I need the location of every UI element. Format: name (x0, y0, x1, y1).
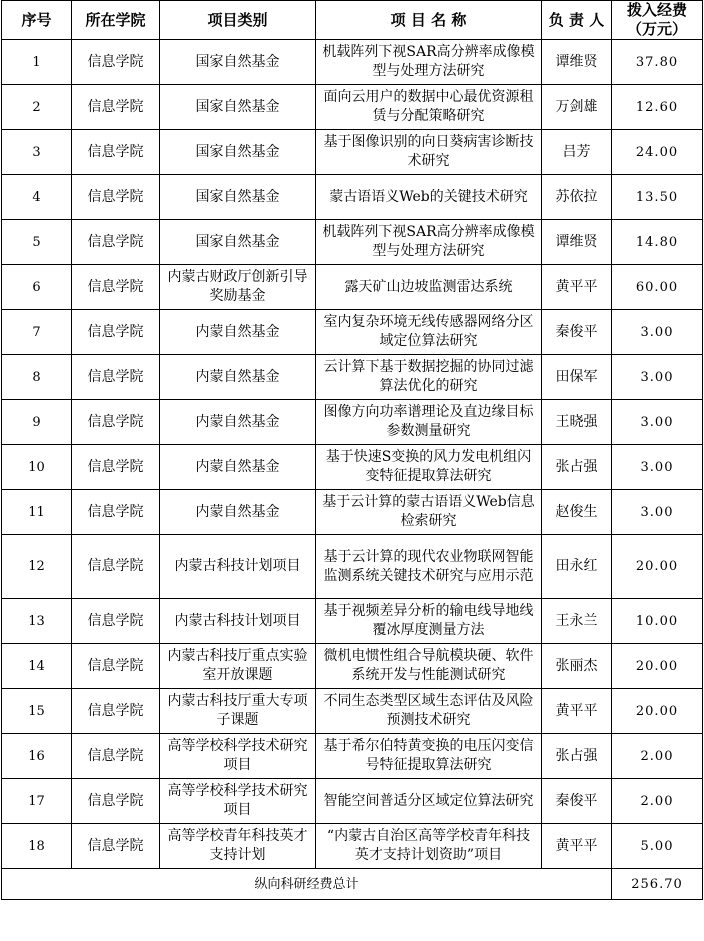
cell-pi: 苏依拉 (542, 175, 612, 220)
cell-funds: 3.00 (612, 355, 703, 400)
cell-funds: 20.00 (612, 689, 703, 734)
cell-project: 基于视频差异分析的输电线导地线覆冰厚度测量方法 (316, 599, 542, 644)
cell-college: 信息学院 (72, 599, 160, 644)
cell-college: 信息学院 (72, 644, 160, 689)
cell-pi: 谭维贤 (542, 40, 612, 85)
cell-funds: 14.80 (612, 220, 703, 265)
table-row (2, 644, 703, 689)
cell-college: 信息学院 (72, 175, 160, 220)
total-row (2, 869, 703, 900)
cell-category: 高等学校科学技术研究项目 (160, 779, 316, 824)
cell-category: 内蒙自然基金 (160, 445, 316, 490)
header-funds (612, 1, 703, 40)
cell-pi: 王晓强 (542, 400, 612, 445)
table-row (2, 355, 703, 400)
header-no: 序号 (2, 1, 72, 40)
cell-pi: 张丽杰 (542, 644, 612, 689)
header-funds-line1: 拨入经费 (626, 1, 687, 19)
cell-category: 内蒙古科技厅重大专项子课题 (160, 689, 316, 734)
cell-college: 信息学院 (72, 734, 160, 779)
cell-college: 信息学院 (72, 220, 160, 265)
table-row (2, 265, 703, 310)
cell-funds: 12.60 (612, 85, 703, 130)
cell-no: 14 (2, 644, 72, 689)
funding-table (1, 0, 703, 900)
cell-no: 3 (2, 130, 72, 175)
cell-no: 7 (2, 310, 72, 355)
cell-funds: 20.00 (612, 644, 703, 689)
cell-pi: 吕芳 (542, 130, 612, 175)
cell-project: 机载阵列下视SAR高分辨率成像模型与处理方法研究 (316, 40, 542, 85)
cell-college: 信息学院 (72, 535, 160, 599)
header-college: 所在学院 (72, 1, 160, 40)
table-row (2, 445, 703, 490)
cell-no: 1 (2, 40, 72, 85)
header-funds-line2: （万元） (626, 20, 687, 38)
cell-college: 信息学院 (72, 130, 160, 175)
cell-no: 4 (2, 175, 72, 220)
table-row (2, 490, 703, 535)
table-row (2, 689, 703, 734)
table-row (2, 310, 703, 355)
header-row (2, 1, 703, 40)
cell-category: 内蒙古科技厅重点实验室开放课题 (160, 644, 316, 689)
cell-project: 基于云计算的蒙古语语义Web信息检索研究 (316, 490, 542, 535)
cell-college: 信息学院 (72, 689, 160, 734)
cell-category: 国家自然基金 (160, 175, 316, 220)
cell-pi: 黄平平 (542, 689, 612, 734)
cell-funds: 3.00 (612, 490, 703, 535)
total-value: 256.70 (612, 869, 703, 900)
cell-category: 高等学校青年科技英才支持计划 (160, 824, 316, 869)
table-row (2, 779, 703, 824)
cell-project: 基于希尔伯特黄变换的电压闪变信号特征提取算法研究 (316, 734, 542, 779)
cell-category: 国家自然基金 (160, 130, 316, 175)
cell-funds: 10.00 (612, 599, 703, 644)
cell-funds: 3.00 (612, 310, 703, 355)
cell-project: 蒙古语语义Web的关键技术研究 (316, 175, 542, 220)
cell-project: “内蒙古自治区高等学校青年科技英才支持计划资助”项目 (316, 824, 542, 869)
cell-category: 内蒙古科技计划项目 (160, 599, 316, 644)
table-row (2, 599, 703, 644)
cell-no: 8 (2, 355, 72, 400)
cell-category: 内蒙古科技计划项目 (160, 535, 316, 599)
table-row (2, 220, 703, 265)
cell-college: 信息学院 (72, 445, 160, 490)
table-row (2, 824, 703, 869)
cell-project: 室内复杂环境无线传感器网络分区域定位算法研究 (316, 310, 542, 355)
cell-project: 面向云用户的数据中心最优资源租赁与分配策略研究 (316, 85, 542, 130)
cell-college: 信息学院 (72, 40, 160, 85)
cell-funds: 3.00 (612, 445, 703, 490)
table-row (2, 40, 703, 85)
cell-college: 信息学院 (72, 310, 160, 355)
cell-college: 信息学院 (72, 85, 160, 130)
cell-college: 信息学院 (72, 265, 160, 310)
cell-no: 11 (2, 490, 72, 535)
cell-no: 17 (2, 779, 72, 824)
cell-project: 智能空间普适分区域定位算法研究 (316, 779, 542, 824)
table-body (2, 40, 703, 869)
cell-pi: 张占强 (542, 445, 612, 490)
cell-project: 露天矿山边坡监测雷达系统 (316, 265, 542, 310)
cell-funds: 60.00 (612, 265, 703, 310)
total-label: 纵向科研经费总计 (2, 869, 612, 900)
cell-no: 6 (2, 265, 72, 310)
table-row (2, 85, 703, 130)
cell-project: 不同生态类型区域生态评估及风险预测技术研究 (316, 689, 542, 734)
cell-funds: 5.00 (612, 824, 703, 869)
cell-project: 微机电惯性组合导航模块硬、软件系统开发与性能测试研究 (316, 644, 542, 689)
cell-no: 10 (2, 445, 72, 490)
cell-pi: 秦俊平 (542, 779, 612, 824)
cell-pi: 赵俊生 (542, 490, 612, 535)
cell-category: 国家自然基金 (160, 220, 316, 265)
cell-no: 18 (2, 824, 72, 869)
cell-project: 图像方向功率谱理论及直边缘目标参数测量研究 (316, 400, 542, 445)
table-row (2, 130, 703, 175)
cell-category: 内蒙自然基金 (160, 310, 316, 355)
cell-project: 机载阵列下视SAR高分辨率成像模型与处理方法研究 (316, 220, 542, 265)
cell-project: 云计算下基于数据挖掘的协同过滤算法优化的研究 (316, 355, 542, 400)
header-pi: 负 责 人 (542, 1, 612, 40)
cell-college: 信息学院 (72, 490, 160, 535)
cell-category: 内蒙自然基金 (160, 355, 316, 400)
cell-pi: 田保军 (542, 355, 612, 400)
cell-no: 9 (2, 400, 72, 445)
cell-college: 信息学院 (72, 400, 160, 445)
cell-no: 13 (2, 599, 72, 644)
cell-pi: 田永红 (542, 535, 612, 599)
cell-funds: 20.00 (612, 535, 703, 599)
cell-category: 内蒙古财政厅创新引导奖励基金 (160, 265, 316, 310)
cell-pi: 秦俊平 (542, 310, 612, 355)
cell-no: 12 (2, 535, 72, 599)
cell-no: 15 (2, 689, 72, 734)
header-category: 项目类别 (160, 1, 316, 40)
table-row (2, 535, 703, 599)
cell-funds: 2.00 (612, 734, 703, 779)
cell-funds: 13.50 (612, 175, 703, 220)
cell-funds: 24.00 (612, 130, 703, 175)
table-row (2, 734, 703, 779)
cell-project: 基于快速S变换的风力发电机组闪变特征提取算法研究 (316, 445, 542, 490)
cell-category: 国家自然基金 (160, 85, 316, 130)
cell-pi: 黄平平 (542, 824, 612, 869)
cell-no: 16 (2, 734, 72, 779)
cell-category: 国家自然基金 (160, 40, 316, 85)
cell-pi: 王永兰 (542, 599, 612, 644)
cell-pi: 黄平平 (542, 265, 612, 310)
cell-college: 信息学院 (72, 824, 160, 869)
cell-project: 基于图像识别的向日葵病害诊断技术研究 (316, 130, 542, 175)
header-project: 项 目 名 称 (316, 1, 542, 40)
cell-no: 2 (2, 85, 72, 130)
cell-funds: 3.00 (612, 400, 703, 445)
cell-category: 内蒙自然基金 (160, 490, 316, 535)
cell-pi: 万剑雄 (542, 85, 612, 130)
cell-category: 高等学校科学技术研究项目 (160, 734, 316, 779)
cell-category: 内蒙自然基金 (160, 400, 316, 445)
cell-no: 5 (2, 220, 72, 265)
cell-funds: 2.00 (612, 779, 703, 824)
cell-project: 基于云计算的现代农业物联网智能监测系统关键技术研究与应用示范 (316, 535, 542, 599)
table-row (2, 175, 703, 220)
cell-funds: 37.80 (612, 40, 703, 85)
cell-pi: 谭维贤 (542, 220, 612, 265)
cell-college: 信息学院 (72, 779, 160, 824)
cell-college: 信息学院 (72, 355, 160, 400)
cell-pi: 张占强 (542, 734, 612, 779)
table-row (2, 400, 703, 445)
